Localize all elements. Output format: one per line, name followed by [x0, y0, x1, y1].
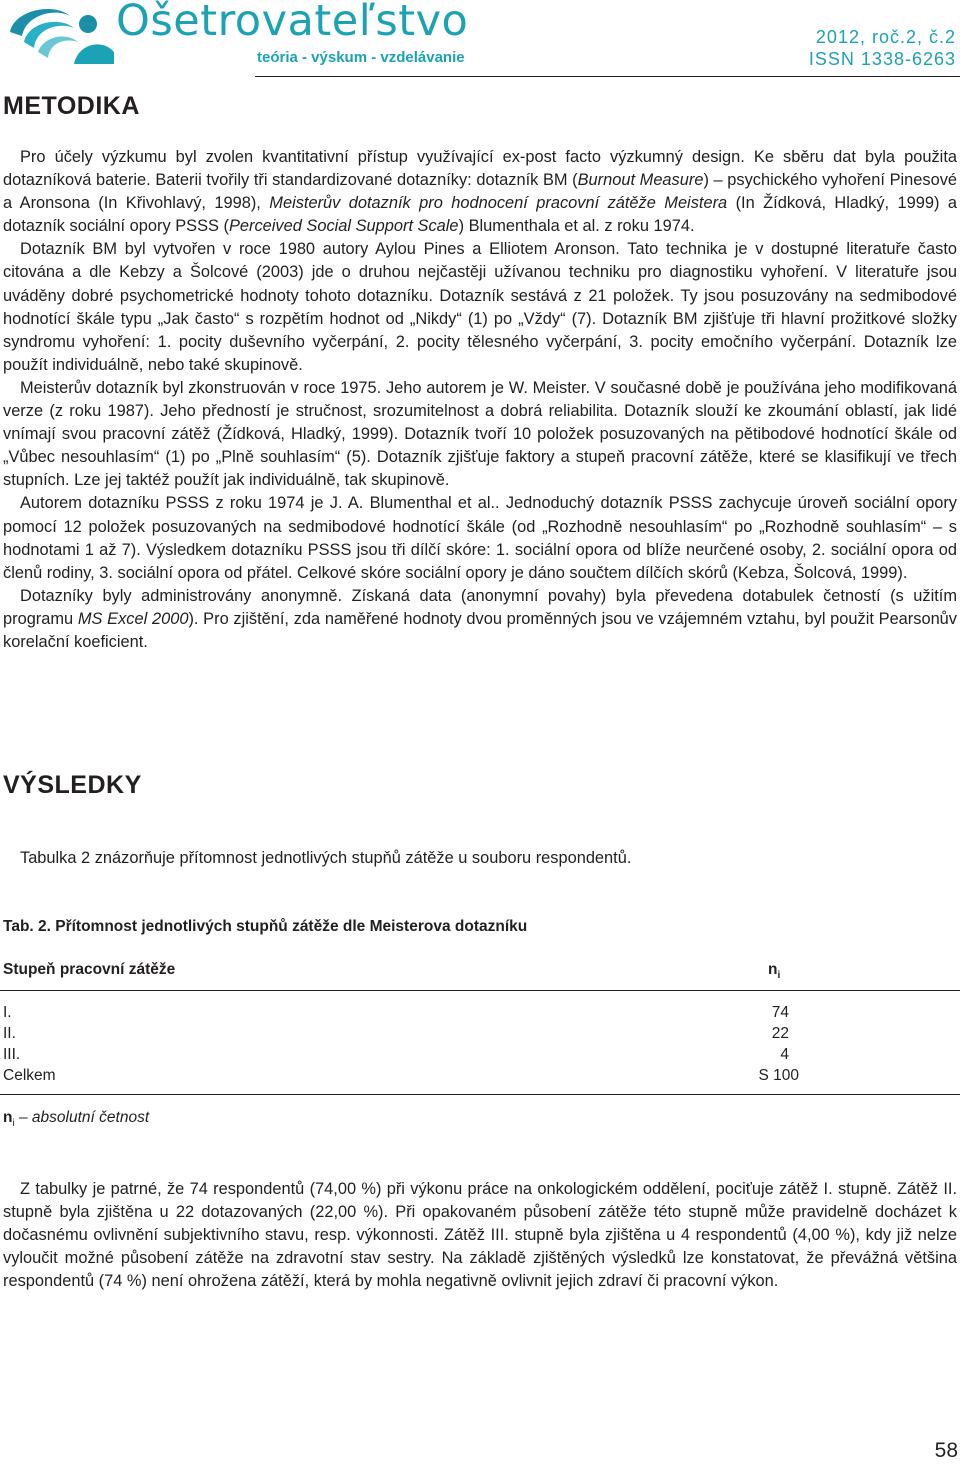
issue-info	[809, 26, 956, 70]
table-header-rule	[0, 990, 960, 991]
paragraph: Autorem dotazníku PSSS z roku 1974 je J. A. Blumenthal et al.. Jednoduchý dotazník PSSS zachycuje úroveň sociální opory pomocí 12 položek posuzovaných na sedmibodové hodnotící škále (od „Rozhodně nesouhlasím“ po „Rozhodně souhlasím“ – s hodnotami 1 až 7). Výsledkem dotazníku PSSS jsou tři dílčí skóre: 1. sociální opora od blíže neurčené osoby, 2. sociální opora od členů rodiny, 3. sociální opora od přátel. Celkové skóre sociální opory je dáno součtem dílčích skórů (Kebza, Šolcová, 1999).	[3, 494, 957, 582]
section-heading-metodika: METODIKA	[3, 92, 140, 120]
table-bottom-rule	[0, 1094, 960, 1095]
table-cell-count: 22	[771, 1025, 789, 1042]
table-cell-level: I.	[3, 1004, 12, 1021]
paragraph: Dotazník BM byl vytvořen v roce 1980 autory Aylou Pines a Elliotem Aronson. Tato technika je v dostupné literatuře často citována a dle Kebzy a Šolcové (2003) jde o druhou nejčastěji užívanou techniku pro diagnostiku vyhoření. V literatuře jsou uváděny dobré psychometrické hodnoty tohoto dotazníku. Dotazník sestává z 21 položek. Ty jsou posuzovány na sedmibodové hodnotící škále typu „Jak často“ s rozpětím hodnot od „Nikdy“ (1) po „Vždy“ (7). Dotazník BM zjišťuje tři hlavní prožitkové složky syndromu vyhoření: 1. pocity duševního vyčerpání, 2. pocity tělesného vyčerpání, 3. pocity emočního vyčerpání. Dotazník lze použít individuálně, nebo také skupinově.	[3, 240, 957, 374]
journal-header	[0, 0, 960, 80]
issn: ISSN 1338-6263	[808, 49, 956, 69]
paragraph: Tabulka 2 znázorňuje přítomnost jednotlivých stupňů zátěže u souboru respondentů.	[20, 849, 632, 867]
vysledky-intro	[3, 847, 957, 870]
table-caption: Tab. 2. Přítomnost jednotlivých stupňů zátěže dle Meisterova dotazníku	[3, 918, 528, 935]
vysledky-conclusion	[3, 1178, 957, 1293]
table-cell-count: S 100	[758, 1067, 799, 1084]
paragraph: Z tabulky je patrné, že 74 respondentů (74,00 %) při výkonu práce na onkologickém oddělení, pociťuje zátěž I. stupně. Zátěž II. stupně byla zjištěna u 22 dotazovaných (22,00 %). Při opakovaném působení zátěže této stupně může pravidelně docházet k dočasnému ovlivnění subjektivního stavu, resp. výkonnosti. Zátěž III. stupně byla zjištěna u 4 respondentů (4,00 %), kdy již nelze vyloučit možné působení zátěže na zdravotní stav sestry. Na základě zjištěných výsledků lze konstatovat, že převážná většina respondentů (74 %) není ohrožena zátěží, která by mohla negativně ovlivnit jejich zdraví či pracovní výkon.	[3, 1180, 957, 1291]
paragraph: Meisterův dotazník byl zkonstruován v roce 1975. Jeho autorem je W. Meister. V současné době je používána jeho modifikovaná verze (z roku 1987). Jeho předností je stručnost, srozumitelnost a dobrá reliabilita. Dotazník slouží ke zkoumání oblastí, jak lidé vnímají svou pracovní zátěž (Žídková, Hladký, 1999). Dotazník tvoří 10 položek posuzovaných na pětibodové hodnotící škále od „Vůbec nesouhlasím“ (1) po „Plně souhlasím“ (5). Dotazník zjišťuje faktory a stupeň pracovní zátěže, které se klasifikují ve třech stupních. Lze jej taktéž použít jak individuálně, tak skupinově.	[3, 378, 957, 490]
table-cell-level: II.	[3, 1025, 16, 1042]
journal-title: Ošetrovateľstvo	[116, 0, 469, 46]
section-heading-vysledky: VÝSLEDKY	[3, 771, 142, 799]
journal-logo-icon	[4, 2, 116, 64]
table-cell-level: III.	[3, 1046, 21, 1063]
table-cell-level: Celkem	[3, 1067, 56, 1084]
table-header-level: Stupeň pracovní zátěže	[3, 961, 176, 978]
table-cell-count: 74	[771, 1004, 789, 1021]
table-header-count: $n_i$	[768, 961, 781, 982]
paragraph: Pro účely výzkumu byl zvolen kvantitativní přístup využívající ex-post facto výzkumný design. Ke sběru dat byla použita dotazníková baterie. Baterii tvořily tři standardizované dotazníky: dotazník BM (Burnout Measure) – psychického vyhoření Pinesové a Aronsona (In Křivohlavý, 1998), Meisterův dotazník pro hodnocení pracovní zátěže Meistera (In Žídková, Hladký, 1999) a dotazník sociální opory PSSS (Perceived Social Support Scale) Blumenthala et al. z roku 1974.	[3, 148, 958, 236]
page-number: 58	[934, 1439, 958, 1462]
paragraph: Dotazníky byly administrovány anonymně. Získaná data (anonymní povahy) byla převedena dotabulek četností (s užitím programu MS Excel 2000). Pro zjištění, zda naměřené hodnoty dvou proměnných jsou ve vzájemném vztahu, byl použit Pearsonův korelační koeficient.	[3, 586, 957, 651]
issue-volume: 2012, roč.2, č.2	[815, 27, 956, 47]
metodika-text	[3, 146, 957, 654]
table-cell-count: 4	[780, 1046, 789, 1063]
table-note: $n_i$ – absolutní četnost	[3, 1109, 150, 1130]
header-divider	[255, 76, 960, 77]
journal-subtitle: teória - výskum - vzdelávanie	[257, 49, 465, 66]
